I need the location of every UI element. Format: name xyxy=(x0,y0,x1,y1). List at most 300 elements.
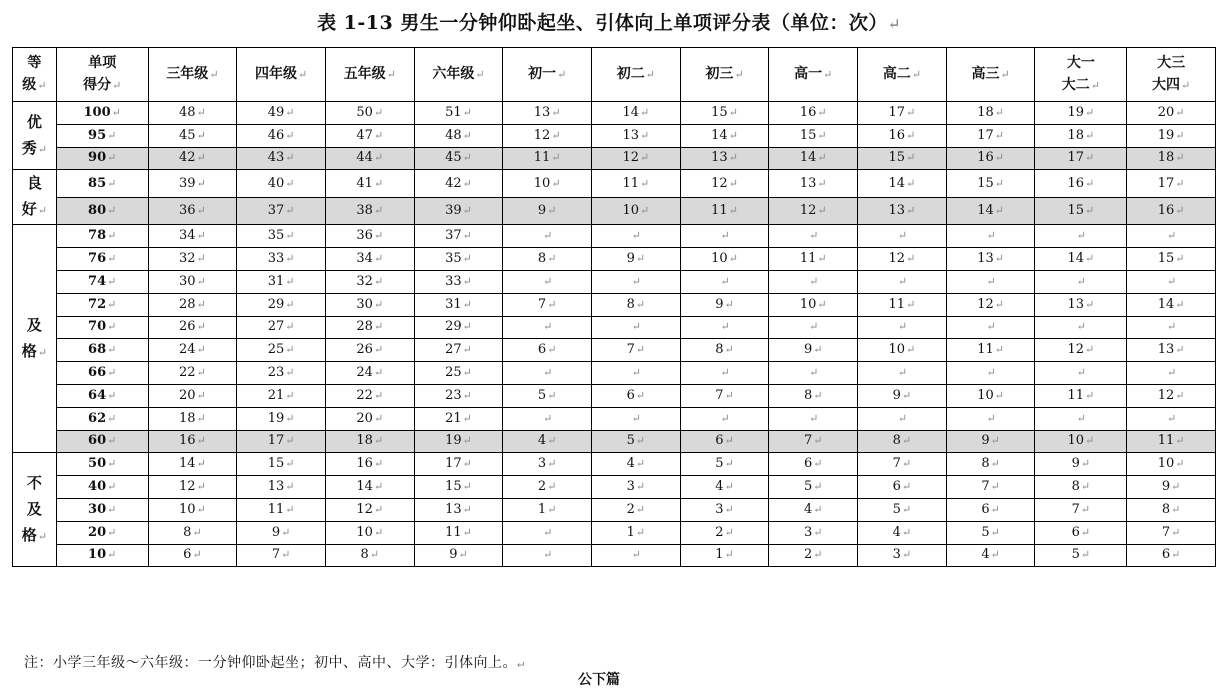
value-cell xyxy=(769,384,858,407)
cell-value: 14 xyxy=(1157,296,1175,312)
paragraph-mark-icon: ↵ xyxy=(1084,176,1095,190)
paragraph-mark-icon: ↵ xyxy=(813,434,823,448)
cell-value: 28 xyxy=(179,296,196,312)
value-cell xyxy=(503,407,592,430)
value-cell xyxy=(858,476,947,499)
cell-value: 7 xyxy=(1071,501,1080,517)
score-value: 68 xyxy=(88,342,107,358)
cell-value: 10 xyxy=(179,501,196,517)
paragraph-mark-icon: ↵ xyxy=(111,105,121,119)
paragraph-mark-icon: ↵ xyxy=(196,105,206,119)
cell-value: 14 xyxy=(356,479,373,495)
cell-value: 7 xyxy=(537,296,547,312)
value-cell xyxy=(148,124,237,147)
cell-value: 15 xyxy=(711,104,728,120)
cell-value: 50 xyxy=(356,104,373,120)
paragraph-mark-icon: ↵ xyxy=(986,411,996,425)
value-cell xyxy=(237,248,326,271)
paragraph-mark-icon: ↵ xyxy=(373,388,384,402)
cell-value: 11 xyxy=(977,342,994,358)
cell-value: 43 xyxy=(267,150,285,166)
paragraph-mark-icon: ↵ xyxy=(196,320,206,334)
cell-value: 7 xyxy=(271,547,281,563)
paragraph-mark-icon: ↵ xyxy=(994,128,1004,142)
paragraph-mark-icon: ↵ xyxy=(551,128,561,142)
paragraph-mark-icon: ↵ xyxy=(462,229,472,243)
cell-value: 42 xyxy=(445,175,462,191)
value-cell xyxy=(237,362,326,385)
value-cell xyxy=(946,124,1035,147)
cell-value: 15 xyxy=(445,479,462,495)
cell-value: 20 xyxy=(1157,104,1175,120)
value-cell xyxy=(769,170,858,198)
cell-value: 23 xyxy=(445,387,462,403)
value-cell xyxy=(1127,225,1216,248)
value-cell xyxy=(858,102,947,125)
value-cell xyxy=(858,270,947,293)
header-level-text: 等 xyxy=(27,55,42,71)
score-value: 66 xyxy=(88,365,107,381)
level-label: 格 xyxy=(21,341,37,360)
score-cell xyxy=(56,293,148,316)
cell-value: 6 xyxy=(626,387,635,403)
value-cell xyxy=(680,453,769,476)
paragraph-mark-icon: ↵ xyxy=(1175,128,1185,142)
value-cell xyxy=(1035,498,1127,521)
value-cell xyxy=(592,453,681,476)
cell-value: 36 xyxy=(179,203,196,219)
value-cell xyxy=(237,498,326,521)
cell-value: 40 xyxy=(267,175,285,191)
paragraph-mark-icon: ↵ xyxy=(37,345,48,359)
cell-value: 23 xyxy=(267,365,285,381)
score-value: 30 xyxy=(88,501,107,517)
cell-value: 15 xyxy=(888,150,906,166)
cell-value: 3 xyxy=(892,547,901,563)
paragraph-mark-icon: ↵ xyxy=(720,320,730,334)
value-cell xyxy=(858,384,947,407)
value-cell xyxy=(680,197,769,225)
paragraph-mark-icon: ↵ xyxy=(1076,366,1086,380)
paragraph-mark-icon: ↵ xyxy=(901,388,912,402)
value-cell xyxy=(769,270,858,293)
value-cell xyxy=(946,248,1035,271)
paragraph-mark-icon: ↵ xyxy=(724,480,734,494)
value-cell xyxy=(503,316,592,339)
score-cell xyxy=(56,102,148,125)
value-cell xyxy=(414,339,503,362)
cell-value: 11 xyxy=(888,296,906,312)
table-title xyxy=(0,8,1218,38)
value-cell xyxy=(414,197,503,225)
paragraph-mark-icon: ↵ xyxy=(196,274,206,288)
level-label: 好 xyxy=(21,200,37,219)
header-grade xyxy=(592,48,681,102)
paragraph-mark-icon: ↵ xyxy=(196,252,206,266)
paragraph-mark-icon: ↵ xyxy=(635,525,646,539)
cell-value: 32 xyxy=(356,273,373,289)
header-grade-text: 大四 xyxy=(1151,77,1180,93)
value-cell xyxy=(148,430,237,453)
paragraph-mark-icon: ↵ xyxy=(720,366,730,380)
paragraph-mark-icon: ↵ xyxy=(462,105,472,119)
table-row xyxy=(13,316,1216,339)
cell-value: 8 xyxy=(981,456,990,472)
paragraph-mark-icon: ↵ xyxy=(196,366,206,380)
cell-value: 4 xyxy=(803,501,813,517)
value-cell xyxy=(414,453,503,476)
paragraph-mark-icon: ↵ xyxy=(817,105,827,119)
paragraph-mark-icon: ↵ xyxy=(1166,366,1177,380)
score-value: 62 xyxy=(88,410,107,426)
cell-value: 39 xyxy=(179,175,196,191)
paragraph-mark-icon: ↵ xyxy=(547,480,557,494)
paragraph-mark-icon: ↵ xyxy=(1076,320,1086,334)
value-cell xyxy=(414,102,503,125)
score-cell xyxy=(56,544,148,567)
level-label: 格 xyxy=(21,525,37,544)
cell-value: 12 xyxy=(977,296,994,312)
score-value: 60 xyxy=(88,433,107,449)
paragraph-mark-icon: ↵ xyxy=(107,411,117,425)
paragraph-mark-icon: ↵ xyxy=(631,274,641,288)
cell-value: 16 xyxy=(1067,175,1084,191)
paragraph-mark-icon: ↵ xyxy=(809,366,819,380)
paragraph-mark-icon: ↵ xyxy=(635,252,646,266)
value-cell xyxy=(414,270,503,293)
paragraph-mark-icon: ↵ xyxy=(724,457,734,471)
paragraph-mark-icon: ↵ xyxy=(631,229,641,243)
paragraph-mark-icon: ↵ xyxy=(462,480,472,494)
paragraph-mark-icon: ↵ xyxy=(547,204,557,218)
paragraph-mark-icon: ↵ xyxy=(897,366,908,380)
cell-value: 12 xyxy=(888,251,906,267)
value-cell xyxy=(325,270,414,293)
paragraph-mark-icon: ↵ xyxy=(107,480,117,494)
value-cell xyxy=(503,544,592,567)
paragraph-mark-icon: ↵ xyxy=(728,105,738,119)
value-cell xyxy=(414,248,503,271)
paragraph-mark-icon: ↵ xyxy=(990,480,1000,494)
value-cell xyxy=(769,498,858,521)
value-cell xyxy=(237,453,326,476)
paragraph-mark-icon: ↵ xyxy=(901,525,912,539)
paragraph-mark-icon: ↵ xyxy=(728,151,738,165)
cell-value: 16 xyxy=(1157,203,1175,219)
cell-value: 3 xyxy=(715,501,724,517)
paragraph-mark-icon: ↵ xyxy=(813,548,823,562)
cell-value: 12 xyxy=(711,175,728,191)
value-cell xyxy=(769,521,858,544)
table-row xyxy=(13,339,1216,362)
value-cell xyxy=(1127,339,1216,362)
cell-value: 25 xyxy=(445,365,462,381)
table-row xyxy=(13,147,1216,170)
paragraph-mark-icon: ↵ xyxy=(817,252,827,266)
paragraph-mark-icon: ↵ xyxy=(994,105,1004,119)
paragraph-mark-icon: ↵ xyxy=(462,457,472,471)
paragraph-mark-icon: ↵ xyxy=(990,434,1000,448)
header-grade-text: 初一 xyxy=(528,66,557,82)
cell-value: 20 xyxy=(179,387,196,403)
paragraph-mark-icon: ↵ xyxy=(720,411,730,425)
paragraph-mark-icon: ↵ xyxy=(1166,274,1177,288)
level-label: 及 xyxy=(26,315,42,334)
cell-value: 5 xyxy=(1071,547,1080,563)
paragraph-mark-icon: ↵ xyxy=(547,502,557,516)
paragraph-mark-icon: ↵ xyxy=(823,68,833,81)
paragraph-mark-icon: ↵ xyxy=(728,252,738,266)
paragraph-mark-icon: ↵ xyxy=(1180,79,1191,92)
value-cell xyxy=(414,225,503,248)
paragraph-mark-icon: ↵ xyxy=(107,320,117,334)
paragraph-mark-icon: ↵ xyxy=(196,297,206,311)
value-cell xyxy=(503,430,592,453)
value-cell xyxy=(769,430,858,453)
cell-value: 10 xyxy=(1157,456,1175,472)
value-cell xyxy=(769,147,858,170)
score-cell xyxy=(56,147,148,170)
header-grade-text: 大二 xyxy=(1061,77,1090,93)
value-cell xyxy=(237,407,326,430)
paragraph-mark-icon: ↵ xyxy=(1000,68,1010,81)
cell-value: 10 xyxy=(888,342,906,358)
value-cell xyxy=(769,225,858,248)
value-cell xyxy=(325,102,414,125)
paragraph-mark-icon: ↵ xyxy=(192,548,202,562)
paragraph-mark-icon: ↵ xyxy=(373,274,384,288)
value-cell xyxy=(680,270,769,293)
cell-value: 13 xyxy=(799,175,817,191)
paragraph-mark-icon: ↵ xyxy=(1171,548,1181,562)
value-cell xyxy=(946,147,1035,170)
value-cell xyxy=(946,521,1035,544)
paragraph-mark-icon: ↵ xyxy=(107,229,117,243)
value-cell xyxy=(503,453,592,476)
cell-value: 15 xyxy=(1157,251,1175,267)
value-cell xyxy=(680,384,769,407)
paragraph-mark-icon: ↵ xyxy=(285,252,295,266)
value-cell xyxy=(148,476,237,499)
paragraph-mark-icon: ↵ xyxy=(906,128,916,142)
value-cell xyxy=(148,293,237,316)
cell-value: 12 xyxy=(1157,387,1175,403)
cell-value: 14 xyxy=(711,127,728,143)
value-cell xyxy=(858,147,947,170)
cell-value: 16 xyxy=(977,150,994,166)
value-cell xyxy=(503,384,592,407)
cell-value: 17 xyxy=(1067,150,1084,166)
value-cell xyxy=(946,476,1035,499)
header-level-text: 级 xyxy=(22,77,37,93)
paragraph-mark-icon: ↵ xyxy=(373,128,384,142)
value-cell xyxy=(503,476,592,499)
cell-value: 39 xyxy=(445,203,462,219)
cell-value: 25 xyxy=(267,342,285,358)
score-cell xyxy=(56,453,148,476)
paragraph-mark-icon: ↵ xyxy=(1166,411,1177,425)
cell-value: 17 xyxy=(888,104,906,120)
value-cell xyxy=(680,430,769,453)
value-cell xyxy=(946,102,1035,125)
value-cell xyxy=(1127,102,1216,125)
cell-value: 10 xyxy=(622,203,640,219)
value-cell xyxy=(237,430,326,453)
value-cell xyxy=(503,362,592,385)
cell-value: 34 xyxy=(179,228,196,244)
paragraph-mark-icon: ↵ xyxy=(720,274,730,288)
table-row xyxy=(13,248,1216,271)
value-cell xyxy=(148,544,237,567)
cell-value: 48 xyxy=(179,104,196,120)
cell-value: 26 xyxy=(179,319,196,335)
paragraph-mark-icon: ↵ xyxy=(1080,480,1091,494)
value-cell xyxy=(1127,498,1216,521)
value-cell xyxy=(148,225,237,248)
value-cell xyxy=(769,102,858,125)
cell-value: 14 xyxy=(622,104,640,120)
score-value: 100 xyxy=(83,104,111,120)
cell-value: 5 xyxy=(537,387,547,403)
paragraph-mark-icon: ↵ xyxy=(543,229,553,243)
paragraph-mark-icon: ↵ xyxy=(645,68,655,81)
cell-value: 8 xyxy=(537,251,547,267)
cell-value: 32 xyxy=(179,251,196,267)
header-grade-text: 高三 xyxy=(971,66,1000,82)
paragraph-mark-icon: ↵ xyxy=(813,480,823,494)
value-cell xyxy=(1127,384,1216,407)
level-cell xyxy=(13,453,57,567)
score-cell xyxy=(56,476,148,499)
cell-value: 9 xyxy=(803,342,813,358)
paragraph-mark-icon: ↵ xyxy=(517,656,525,670)
cell-value: 11 xyxy=(1067,387,1084,403)
level-cell xyxy=(13,170,57,225)
cell-value: 24 xyxy=(356,365,373,381)
cell-value: 9 xyxy=(1071,456,1080,472)
table-row xyxy=(13,407,1216,430)
value-cell xyxy=(503,270,592,293)
cell-value: 31 xyxy=(445,296,462,312)
value-cell xyxy=(148,407,237,430)
paragraph-mark-icon: ↵ xyxy=(986,274,996,288)
header-grade xyxy=(1127,48,1216,102)
header-grade xyxy=(946,48,1035,102)
cell-value: 6 xyxy=(183,547,192,563)
value-cell xyxy=(1035,430,1127,453)
value-cell xyxy=(946,407,1035,430)
cell-value: 8 xyxy=(1071,479,1080,495)
value-cell xyxy=(414,124,503,147)
paragraph-mark-icon: ↵ xyxy=(897,320,908,334)
paragraph-mark-icon: ↵ xyxy=(724,502,734,516)
paragraph-mark-icon: ↵ xyxy=(994,297,1004,311)
value-cell xyxy=(769,339,858,362)
value-cell xyxy=(1127,476,1216,499)
cell-value: 16 xyxy=(799,104,817,120)
value-cell xyxy=(148,147,237,170)
paragraph-mark-icon: ↵ xyxy=(994,204,1004,218)
value-cell xyxy=(858,170,947,198)
cell-value: 15 xyxy=(799,127,817,143)
paragraph-mark-icon: ↵ xyxy=(1171,480,1181,494)
value-cell xyxy=(1127,270,1216,293)
paragraph-mark-icon: ↵ xyxy=(1084,128,1095,142)
value-cell xyxy=(503,197,592,225)
paragraph-mark-icon: ↵ xyxy=(635,502,646,516)
paragraph-mark-icon: ↵ xyxy=(285,128,295,142)
value-cell xyxy=(1035,270,1127,293)
cell-value: 16 xyxy=(888,127,906,143)
value-cell xyxy=(414,170,503,198)
paragraph-mark-icon: ↵ xyxy=(1175,252,1185,266)
header-score-text: 得分 xyxy=(83,77,112,93)
paragraph-mark-icon: ↵ xyxy=(901,457,912,471)
value-cell xyxy=(680,476,769,499)
cell-value: 42 xyxy=(179,150,196,166)
cell-value: 9 xyxy=(449,547,458,563)
table-row xyxy=(13,384,1216,407)
paragraph-mark-icon: ↵ xyxy=(887,15,901,33)
paragraph-mark-icon: ↵ xyxy=(462,204,472,218)
paragraph-mark-icon: ↵ xyxy=(107,274,117,288)
paragraph-mark-icon: ↵ xyxy=(281,548,291,562)
score-cell xyxy=(56,316,148,339)
cell-value: 13 xyxy=(267,479,285,495)
paragraph-mark-icon: ↵ xyxy=(458,548,468,562)
paragraph-mark-icon: ↵ xyxy=(897,229,908,243)
paragraph-mark-icon: ↵ xyxy=(986,366,996,380)
cell-value: 11 xyxy=(711,203,728,219)
value-cell xyxy=(592,339,681,362)
score-value: 78 xyxy=(88,228,107,244)
cell-value: 19 xyxy=(445,433,462,449)
paragraph-mark-icon: ↵ xyxy=(1175,434,1185,448)
paragraph-mark-icon: ↵ xyxy=(1080,457,1091,471)
value-cell xyxy=(1035,407,1127,430)
paragraph-mark-icon: ↵ xyxy=(285,105,295,119)
cell-value: 49 xyxy=(267,104,285,120)
paragraph-mark-icon: ↵ xyxy=(37,204,48,218)
value-cell xyxy=(325,248,414,271)
value-cell xyxy=(237,147,326,170)
value-cell xyxy=(1127,197,1216,225)
paragraph-mark-icon: ↵ xyxy=(196,343,206,357)
paragraph-mark-icon: ↵ xyxy=(462,366,472,380)
value-cell xyxy=(858,498,947,521)
cell-value: 16 xyxy=(179,433,196,449)
paragraph-mark-icon: ↵ xyxy=(724,343,734,357)
cell-value: 9 xyxy=(892,387,901,403)
score-value: 80 xyxy=(88,203,107,219)
paragraph-mark-icon: ↵ xyxy=(994,176,1004,190)
value-cell xyxy=(148,248,237,271)
paragraph-mark-icon: ↵ xyxy=(551,105,561,119)
value-cell xyxy=(1127,248,1216,271)
cell-value: 7 xyxy=(892,456,901,472)
value-cell xyxy=(592,430,681,453)
value-cell xyxy=(680,498,769,521)
cell-value: 10 xyxy=(356,524,373,540)
table-row xyxy=(13,476,1216,499)
cell-value: 9 xyxy=(271,524,281,540)
value-cell xyxy=(237,270,326,293)
paragraph-mark-icon: ↵ xyxy=(285,388,295,402)
paragraph-mark-icon: ↵ xyxy=(557,68,567,81)
paragraph-mark-icon: ↵ xyxy=(107,343,117,357)
paragraph-mark-icon: ↵ xyxy=(285,229,295,243)
cell-value: 7 xyxy=(803,433,813,449)
